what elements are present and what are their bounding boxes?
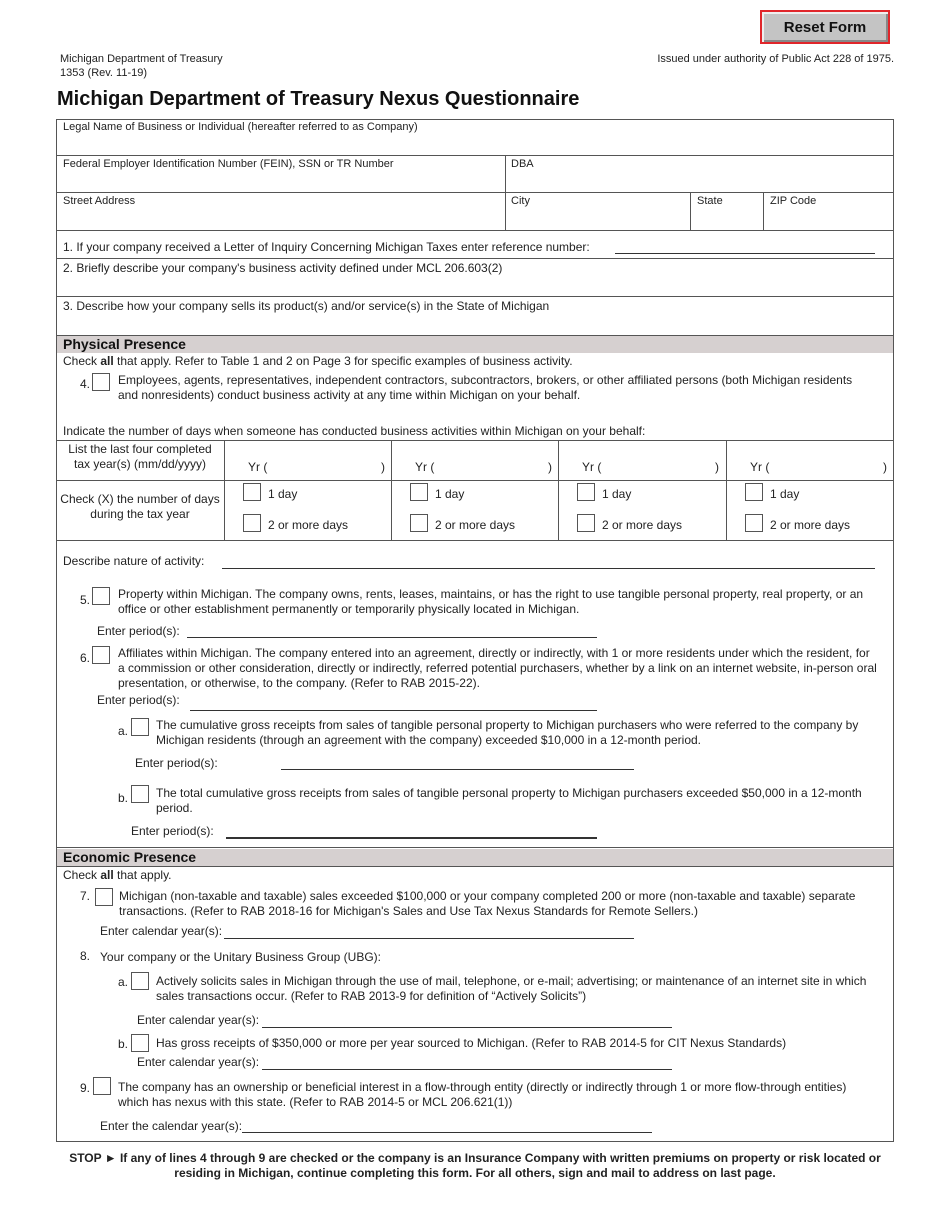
year-2-input[interactable] bbox=[439, 472, 526, 473]
year-2-one-day-label: 1 day bbox=[435, 487, 465, 501]
q6b-period-label: Enter period(s): bbox=[131, 824, 214, 838]
q4-checkbox[interactable] bbox=[92, 373, 110, 391]
q9-text: The company has an ownership or beneficial interest in a flow-through entity (directly or indirectly through 1 or more flow-through entities) which has nexus with this state. (Refer to RAB 2014-5 or MCL 206.621(1)) bbox=[118, 1080, 847, 1109]
q9-year-label: Enter the calendar year(s): bbox=[100, 1119, 243, 1133]
year-1-one-day-checkbox[interactable] bbox=[243, 483, 261, 501]
q4-text: Employees, agents, representatives, independent contractors, subcontractors, brokers, or other affiliated persons (both Michigan residents and nonresidents) conduct business activity at any time within Michigan on your behalf. bbox=[118, 373, 853, 402]
q9-checkbox[interactable] bbox=[93, 1077, 111, 1095]
form-number: 1353 (Rev. 11-19) bbox=[60, 67, 148, 79]
q8b-text: Has gross receipts of $350,000 or more per year sourced to Michigan. (Refer to RAB 2014-5 for CIT Nexus Standards) bbox=[156, 1036, 787, 1050]
q8a-letter: a. bbox=[118, 975, 129, 989]
zip-field[interactable]: ZIP Code bbox=[770, 195, 817, 207]
q7-year-label: Enter calendar year(s): bbox=[100, 924, 223, 938]
q5-number: 5. bbox=[80, 593, 91, 607]
q5-checkbox[interactable] bbox=[92, 587, 110, 605]
year-4-input[interactable] bbox=[774, 472, 861, 473]
year-4-one-day-checkbox[interactable] bbox=[745, 483, 763, 501]
year-3-two-days-label: 2 or more days bbox=[602, 518, 683, 532]
q8b-checkbox[interactable] bbox=[131, 1034, 149, 1052]
q7-text: Michigan (non-taxable and taxable) sales exceeded $100,000 or your company completed 200 or more (non-taxable and taxable) separate transactions. (Refer to RAB 2018-16 for Michigan's Sales and Use Tax Nexus Standards for Remote Sellers.) bbox=[119, 889, 856, 918]
q1-input[interactable] bbox=[615, 253, 875, 254]
q5-period-label: Enter period(s): bbox=[97, 624, 180, 638]
state-field[interactable]: State bbox=[697, 195, 723, 207]
q9-number: 9. bbox=[80, 1081, 91, 1095]
q8-text: Your company or the Unitary Business Group (UBG): bbox=[100, 950, 382, 964]
tax-year-label: List the last four completed tax year(s) (mm/dd/yyyy) bbox=[68, 442, 212, 471]
q6-checkbox[interactable] bbox=[92, 646, 110, 664]
q8a-year-label: Enter calendar year(s): bbox=[137, 1013, 260, 1027]
year-4-close: ) bbox=[883, 460, 887, 474]
economic-instructions: Check all that apply. bbox=[63, 868, 172, 882]
indicate-days-text: Indicate the number of days when someone has conducted business activities within Michigan on your behalf: bbox=[63, 424, 646, 438]
q6a-checkbox[interactable] bbox=[131, 718, 149, 736]
year-3-input[interactable] bbox=[606, 472, 693, 473]
year-4-two-days-checkbox[interactable] bbox=[745, 514, 763, 532]
q8b-letter: b. bbox=[118, 1037, 129, 1051]
stop-instruction: STOP ► If any of lines 4 through 9 are checked or the company is an Insurance Company with written premiums on property or risk located or residing in Michigan, continue completing this form. For all others, sign and mail to address on last page. bbox=[69, 1151, 881, 1180]
q6a-letter: a. bbox=[118, 724, 129, 738]
q4-number: 4. bbox=[80, 377, 91, 391]
describe-nature-label: Describe nature of activity: bbox=[63, 554, 205, 568]
q6b-letter: b. bbox=[118, 791, 129, 805]
q6-period-input[interactable] bbox=[190, 710, 597, 711]
describe-nature-input[interactable] bbox=[222, 568, 875, 569]
q7-number: 7. bbox=[80, 889, 91, 903]
year-4-one-day-label: 1 day bbox=[770, 487, 800, 501]
q6-period-label: Enter period(s): bbox=[97, 693, 180, 707]
q6-number: 6. bbox=[80, 651, 91, 665]
year-2-label: Yr ( bbox=[415, 460, 435, 474]
year-4-two-days-label: 2 or more days bbox=[770, 518, 851, 532]
days-label: Check (X) the number of days during the tax year bbox=[60, 492, 220, 521]
year-1-two-days-checkbox[interactable] bbox=[243, 514, 261, 532]
authority-note: Issued under authority of Public Act 228 of 1975. bbox=[657, 53, 894, 65]
legal-name-field[interactable]: Legal Name of Business or Individual (hereafter referred to as Company) bbox=[63, 121, 418, 133]
year-3-one-day-label: 1 day bbox=[602, 487, 632, 501]
q3-field[interactable]: 3. Describe how your company sells its product(s) and/or service(s) in the State of Michigan bbox=[63, 299, 550, 313]
q1-label: 1. If your company received a Letter of Inquiry Concerning Michigan Taxes enter reference number: bbox=[63, 240, 590, 254]
physical-instructions: Check all that apply. Refer to Table 1 and 2 on Page 3 for specific examples of business activity. bbox=[63, 354, 573, 368]
year-1-input[interactable] bbox=[272, 472, 359, 473]
q9-year-input[interactable] bbox=[242, 1132, 652, 1133]
fein-field[interactable]: Federal Employer Identification Number (FEIN), SSN or TR Number bbox=[63, 158, 394, 170]
year-2-two-days-checkbox[interactable] bbox=[410, 514, 428, 532]
page-title: Michigan Department of Treasury Nexus Questionnaire bbox=[57, 88, 580, 110]
street-address-field[interactable]: Street Address bbox=[63, 195, 136, 207]
q8b-year-label: Enter calendar year(s): bbox=[137, 1055, 260, 1069]
year-1-label: Yr ( bbox=[248, 460, 268, 474]
q7-checkbox[interactable] bbox=[95, 888, 113, 906]
year-4-label: Yr ( bbox=[750, 460, 770, 474]
year-1-one-day-label: 1 day bbox=[268, 487, 298, 501]
year-2-two-days-label: 2 or more days bbox=[435, 518, 516, 532]
q6b-period-input[interactable] bbox=[226, 837, 597, 839]
year-3-label: Yr ( bbox=[582, 460, 602, 474]
q6a-period-label: Enter period(s): bbox=[135, 756, 218, 770]
q6a-text: The cumulative gross receipts from sales of tangible personal property to Michigan purchasers who were referred to the company by Michigan residents (through an agreement with the company) exceeded $10,000 in a 12-month period. bbox=[156, 718, 859, 747]
q5-period-input[interactable] bbox=[187, 637, 597, 638]
city-field[interactable]: City bbox=[511, 195, 530, 207]
year-3-two-days-checkbox[interactable] bbox=[577, 514, 595, 532]
q7-year-input[interactable] bbox=[224, 938, 634, 939]
q6b-text: The total cumulative gross receipts from sales of tangible personal property to Michigan purchasers exceeded $50,000 in a 12-month period. bbox=[156, 786, 862, 815]
q6b-checkbox[interactable] bbox=[131, 785, 149, 803]
reset-form-button[interactable]: Reset Form bbox=[760, 10, 890, 44]
q5-text: Property within Michigan. The company owns, rents, leases, maintains, or has the right to use tangible personal property, real property, or an office or other establishment permanently or temporarily physically located in Michigan. bbox=[118, 587, 864, 616]
q8a-text: Actively solicits sales in Michigan through the use of mail, telephone, or e-mail; advertising; or maintenance of an internet site in which sales transactions occur. (Refer to RAB 2013-9 for definition of “Actively Solicits”) bbox=[156, 974, 867, 1003]
q8a-year-input[interactable] bbox=[262, 1027, 672, 1028]
q8-number: 8. bbox=[80, 949, 91, 963]
q8a-checkbox[interactable] bbox=[131, 972, 149, 990]
year-1-close: ) bbox=[381, 460, 385, 474]
year-2-one-day-checkbox[interactable] bbox=[410, 483, 428, 501]
year-1-two-days-label: 2 or more days bbox=[268, 518, 349, 532]
q2-field[interactable]: 2. Briefly describe your company's business activity defined under MCL 206.603(2) bbox=[63, 261, 503, 275]
department-name: Michigan Department of Treasury bbox=[60, 53, 223, 65]
economic-presence-heading: Economic Presence bbox=[57, 849, 893, 866]
year-2-close: ) bbox=[548, 460, 552, 474]
year-3-close: ) bbox=[715, 460, 719, 474]
year-3-one-day-checkbox[interactable] bbox=[577, 483, 595, 501]
q6-text: Affiliates within Michigan. The company entered into an agreement, directly or indirectly, with 1 or more residents under which the resident, for a commission or other consideration, directly or indirectly, referred potential purchasers, whether by a link on an internet website, in-person oral presentation, or otherwise, to the company. (Refer to RAB 2015-22). bbox=[118, 646, 877, 690]
q6a-period-input[interactable] bbox=[281, 769, 634, 770]
q8b-year-input[interactable] bbox=[262, 1069, 672, 1070]
physical-presence-heading: Physical Presence bbox=[57, 336, 893, 353]
dba-field[interactable]: DBA bbox=[511, 158, 534, 170]
